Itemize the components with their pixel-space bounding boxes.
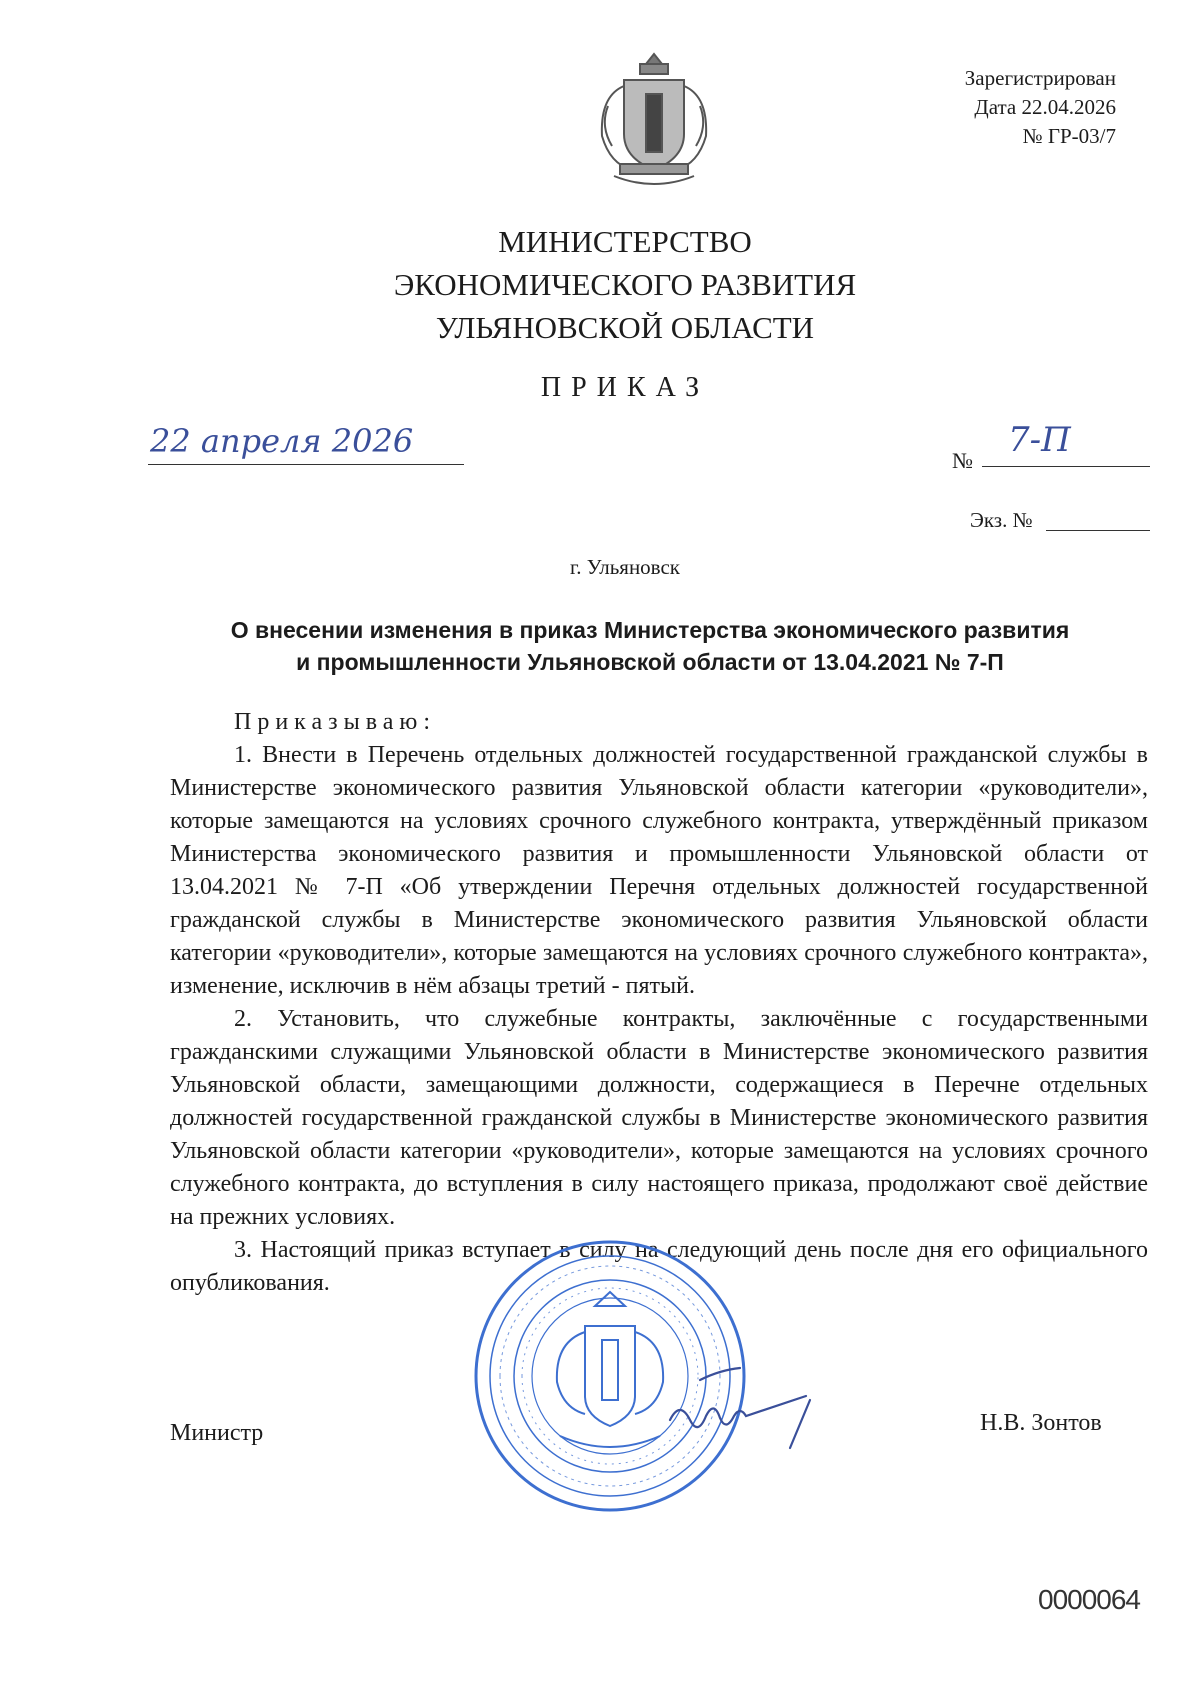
copy-number-underline <box>1046 530 1150 531</box>
organization-line-3: УЛЬЯНОВСКОЙ ОБЛАСТИ <box>435 310 815 345</box>
handwritten-signature <box>660 1360 860 1450</box>
order-word: Приказываю: <box>234 709 436 735</box>
handwritten-date: 22 апреля 2026 <box>150 422 414 460</box>
organization-name <box>0 220 1200 349</box>
paragraph-2: 2. Установить, что служебные контракты, заключённые с государственными гражданскими служащими Ульяновской области в Министерстве экономического развития Ульяновской области, замещающими должности, содержащиеся в Перечне отдельных должностей государственной гражданской службы в Министерстве экономического развития Ульяновской области категории «руководители», которые замещаются на условиях срочного служебного контракта, до вступления в силу настоящего приказа, продолжают своё действие на прежних условиях. <box>170 1006 1148 1230</box>
city: г. Ульяновск <box>569 555 680 579</box>
handwritten-number: 7-П <box>1008 420 1071 460</box>
signatory-role: Министр <box>170 1420 264 1446</box>
registration-status: Зарегистрирован <box>964 66 1116 90</box>
serial-number: 0000064 <box>1038 1584 1141 1615</box>
number-underline <box>982 466 1150 467</box>
document-body <box>170 706 1148 1300</box>
subject-line-1: О внесении изменения в приказ Министерства экономического развития <box>230 617 1070 643</box>
organization-line-1: МИНИСТЕРСТВО <box>498 224 752 259</box>
date-underline <box>148 464 464 465</box>
subject-line-2: и промышленности Ульяновской области от 13.04.2021 № 7-П <box>296 649 1004 675</box>
registration-block <box>965 64 1116 151</box>
paragraph-3: 3. Настоящий приказ вступает в силу на следующий день после дня его официального опубликования. <box>170 1237 1148 1296</box>
coat-of-arms-icon <box>590 46 718 196</box>
registration-number: № ГР-03/7 <box>1022 124 1116 148</box>
copy-number-label: Экз. № <box>970 508 1033 532</box>
document-subject <box>150 614 1150 678</box>
document-type: ПРИКАЗ <box>540 372 710 403</box>
organization-line-2: ЭКОНОМИЧЕСКОГО РАЗВИТИЯ <box>393 267 857 302</box>
signatory-name: Н.В. Зонтов <box>980 1410 1102 1436</box>
registration-date: Дата 22.04.2026 <box>974 95 1116 119</box>
paragraph-1: 1. Внести в Перечень отдельных должностей государственной гражданской службы в Министерстве экономического развития Ульяновской области категории «руководители», которые замещаются на условиях срочного служебного контракта, утверждённый приказом Министерства экономического развития и промышленности Ульяновской области от 13.04.2021 № 7-П «Об утверждении Перечня отдельных должностей государственной гражданской службы в Министерстве экономического развития Ульяновской области категории «руководители», которые замещаются на условиях срочного служебного контракта», изменение, исключив в нём абзацы третий - пятый. <box>170 742 1148 999</box>
number-label: № <box>952 448 973 473</box>
